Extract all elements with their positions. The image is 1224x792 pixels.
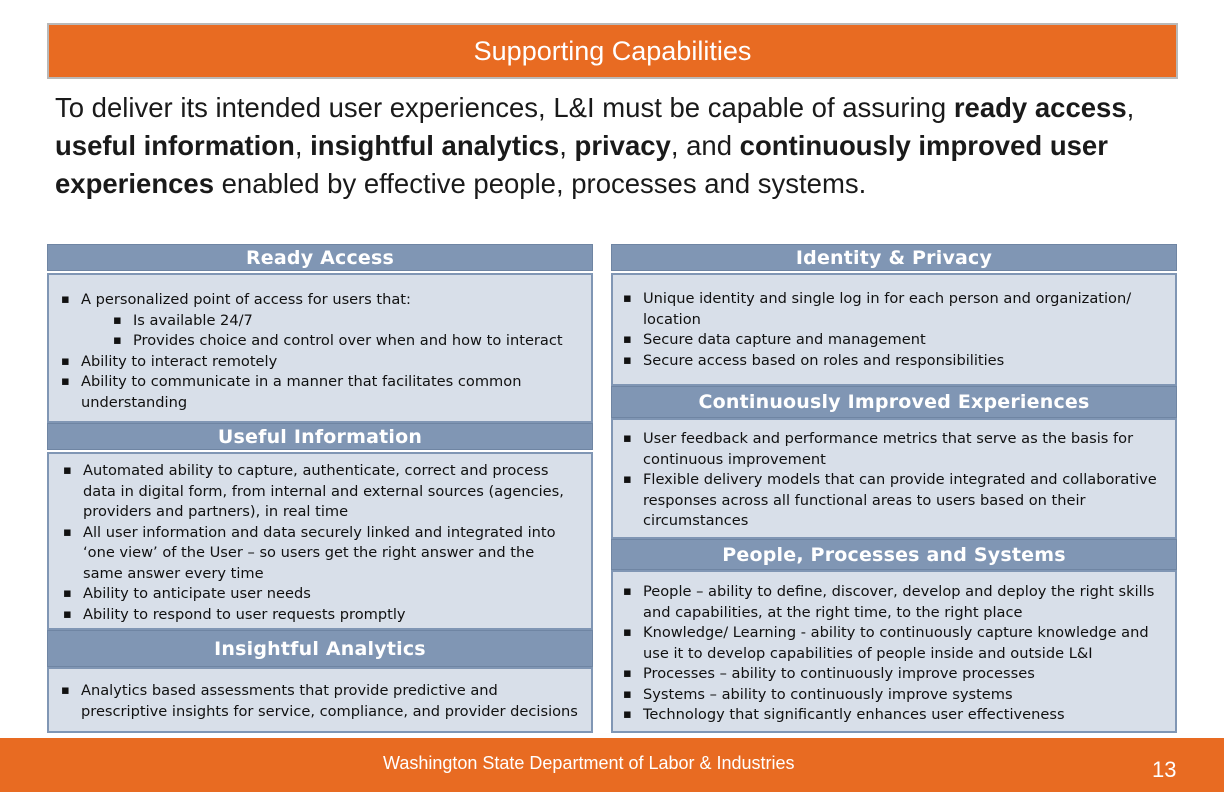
list-item: ▪ Systems – ability to continuously improve systems — [621, 685, 1167, 706]
list-item: ▪ Secure access based on roles and responsibilities — [621, 351, 1163, 372]
identity-privacy-panel — [611, 273, 1177, 386]
people-processes-heading: People, Processes and Systems — [611, 539, 1177, 570]
list-item: ▪ Flexible delivery models that can provide integrated and collaborative responses across all functional areas to users based on their circumstances — [621, 470, 1163, 532]
people-processes-panel — [611, 570, 1177, 733]
list-item: ▪ Knowledge/ Learning - ability to continuously capture knowledge and use it to develop capabilities of people inside and outside L&I — [621, 623, 1167, 664]
useful-information-heading: Useful Information — [47, 423, 593, 450]
list-item: ▪ Analytics based assessments that provide predictive and prescriptive insights for service, compliance, and provider decisions — [59, 681, 581, 722]
list-item: ▪ User feedback and performance metrics that serve as the basis for continuous improvement — [621, 429, 1163, 470]
identity-privacy-heading: Identity & Privacy — [611, 244, 1177, 271]
insightful-analytics-panel — [47, 667, 593, 733]
list-item: ▪ Is available 24/7 — [59, 311, 581, 332]
page-number: 13 — [1152, 757, 1177, 782]
list-item: ▪ Unique identity and single log in for each person and organization/ location — [621, 289, 1163, 330]
useful-information-panel — [47, 452, 593, 630]
list-item: ▪ Automated ability to capture, authenticate, correct and process data in digital form, from internal and external sources (agencies, providers and partners), in real time — [61, 461, 577, 523]
list-item: ▪ A personalized point of access for users that: — [59, 290, 581, 311]
list-item: ▪ Ability to respond to user requests promptly — [61, 605, 577, 626]
intro-paragraph: To deliver its intended user experiences, L&I must be capable of assuring ready access, useful information, insightful analytics, privacy, and continuously improved user experiences enabled by effective people, processes and systems. — [55, 92, 1135, 199]
list-item: ▪ People – ability to define, discover, develop and deploy the right skills and capabilities, at the right time, to the right place — [621, 582, 1167, 623]
list-item: ▪ Processes – ability to continuously improve processes — [621, 664, 1167, 685]
insightful-analytics-heading: Insightful Analytics — [47, 630, 593, 667]
list-item: ▪ Provides choice and control over when and how to interact — [59, 331, 581, 352]
list-item: ▪ Technology that significantly enhances user effectiveness — [621, 705, 1167, 726]
ready-access-panel — [47, 273, 593, 423]
slide-title: Supporting Capabilities — [47, 23, 1178, 79]
continuous-improvement-heading: Continuously Improved Experiences — [611, 386, 1177, 418]
footer-organization: Washington State Department of Labor & Industries — [383, 753, 795, 773]
list-item: ▪ All user information and data securely linked and integrated into ‘one view’ of the User – so users get the right answer and the same answer every time — [61, 523, 577, 585]
ready-access-heading: Ready Access — [47, 244, 593, 271]
list-item: ▪ Ability to interact remotely — [59, 352, 581, 373]
list-item: ▪ Ability to anticipate user needs — [61, 584, 577, 605]
list-item: ▪ Ability to communicate in a manner that facilitates common understanding — [59, 372, 581, 413]
list-item: ▪ Secure data capture and management — [621, 330, 1163, 351]
continuous-improvement-panel — [611, 418, 1177, 539]
